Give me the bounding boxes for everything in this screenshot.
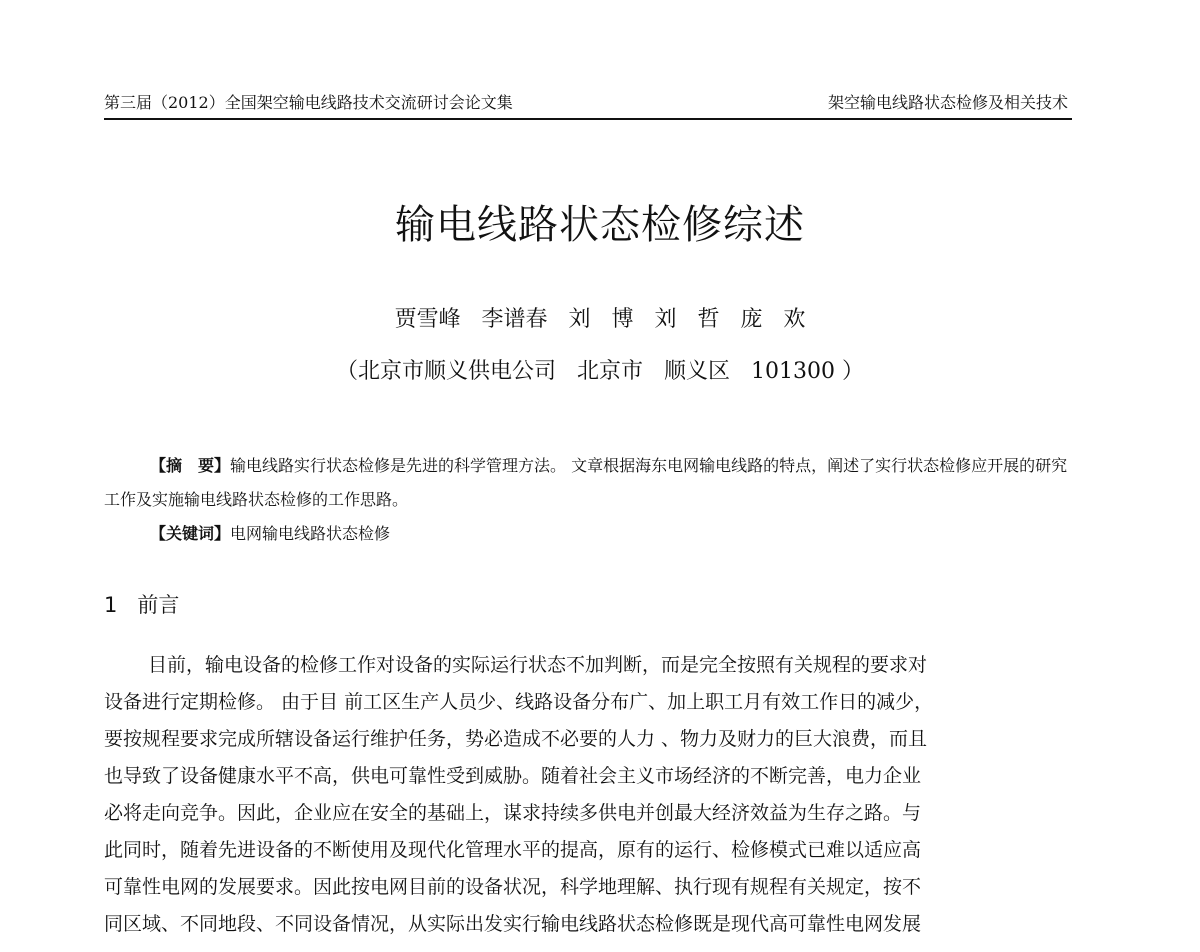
author-affiliation: （北京市顺义供电公司 北京市 顺义区 101300 ） [336,359,864,384]
body-line: 必将走向竞争。因此，企业应在安全的基础上，谋求持续多供电并创最大经济效益为生存之路。与 [104,802,922,824]
body-paragraph [104,647,1076,943]
section-number: 1 [104,593,118,617]
running-header [104,88,1072,120]
section-title: 前言 [137,593,180,617]
body-line: 同区域、不同地段、不同设备情况，从实际出发实行输电线路状态检修既是现代高可靠性电网发展 [104,913,922,935]
author-list: 贾雪峰 李谱春 刘 博 刘 哲 庞 欢 [394,307,806,332]
body-line: 也导致了设备健康水平不高，供电可靠性受到威胁。随着社会主义市场经济的不断完善，电力企业 [104,765,922,787]
abstract [104,449,1076,517]
keywords-label: 【关键词】 [150,524,231,543]
body-line: 此同时，随着先进设备的不断使用及现代化管理水平的提高，原有的运行、检修模式已难以适应高 [104,839,922,861]
header-proceedings-title: 第三届（2012）全国架空输电线路技术交流研讨会论文集 [104,93,513,112]
section-heading [104,589,179,619]
body-line: 设备进行定期检修。 由于目 前工区生产人员少、线路设备分布广、加上职工月有效工作日的减少， [104,691,934,713]
body-line: 可靠性电网的发展要求。因此按电网目前的设备状况，科学地理解、执行现有规程有关规定，按不 [104,876,922,898]
body-line: 要按规程要求完成所辖设备运行维护任务，势必造成不必要的人力 、物力及财力的巨大浪费，而且 [104,728,928,750]
abstract-text: 输电线路实行状态检修是先进的科学管理方法。 文章根据海东电网输电线路的特点，阐述了实行状态检修应开展的研究工作及实施输电线路状态检修的工作思路。 [104,456,1068,509]
paper-title: 输电线路状态检修综述 [395,202,805,248]
keywords [150,519,390,549]
header-section-title: 架空输电线路状态检修及相关技术 [827,93,1068,112]
keywords-text: 电网输电线路状态检修 [230,524,391,543]
abstract-label: 【摘 要】 [150,456,231,475]
body-line: 目前，输电设备的检修工作对设备的实际运行状态不加判断，而是完全按照有关规程的要求对 [148,654,928,676]
